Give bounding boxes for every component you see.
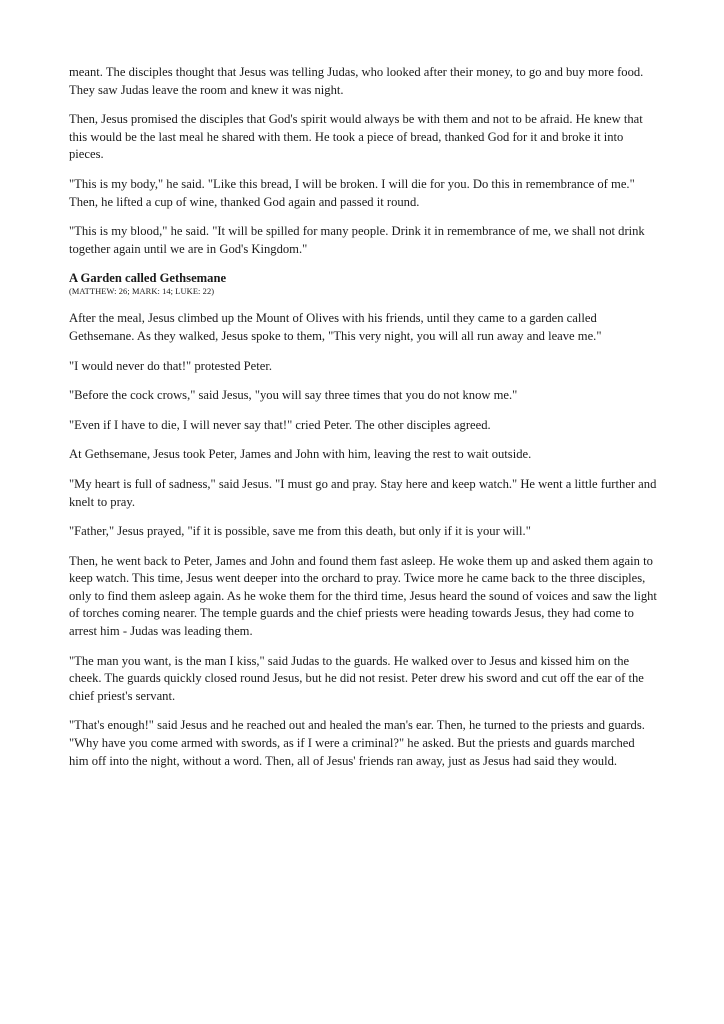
section-reference: (MATTHEW: 26; MARK: 14; LUKE: 22) [69, 287, 215, 297]
section-heading: A Garden called Gethsemane [69, 271, 227, 286]
paragraph-disciples-asleep: Then, he went back to Peter, James and John and found them fast asleep. He woke them up and asked them again to keep watch. This time, Jesus went deeper into the orchard to pray. Twice more he came back to the three disciples, only to find them asleep again. As he woke them for the third time, Jesus heard the sound of voices and saw the light of torches coming nearer. The temple guards and the chief priests were heading towards Jesus, they had come to arrest him - Judas was leading them. [69, 553, 657, 639]
paragraph-even-if-i-die: "Even if I have to die, I will never say that!" cried Peter. The other disciples agreed. [69, 417, 491, 432]
paragraph-this-is-my-blood: "This is my blood," he said. "It will be spilled for many people. Drink it in remembrance of me, we shall not drink together again until we are in God's Kingdom." [69, 224, 645, 256]
paragraph-peter-protests: "I would never do that!" protested Peter. [69, 358, 272, 373]
paragraph-this-is-my-body: "This is my body," he said. "Like this bread, I will be broken. I will die for you. Do this in remembrance of me." [69, 176, 635, 191]
paragraph-cock-crows: "Before the cock crows," said Jesus, "you will say three times that you do not know me." [69, 388, 518, 403]
paragraph-father-prayer: "Father," Jesus prayed, "if it is possible, save me from this death, but only if it is your will." [69, 524, 531, 539]
paragraph-judas-leaves: meant. The disciples thought that Jesus was telling Judas, who looked after their money, to go and buy more food. They saw Judas leave the room and knew it was night. [69, 65, 644, 97]
paragraph-heart-full-of-sadness: "My heart is full of sadness," said Jesus. "I must go and pray. Stay here and keep watch." He went a little further and knelt to pray. [69, 476, 657, 509]
paragraph-cup-of-wine: Then, he lifted a cup of wine, thanked God again and passed it round. [69, 194, 420, 209]
document-page [69, 64, 657, 782]
paragraph-judas-kiss: "The man you want, is the man I kiss," said Judas to the guards. He walked over to Jesus and kissed him on the cheek. The guards quickly closed round Jesus, but he did not resist. Peter drew his sword and cut off the ear of the chief priest's servant. [69, 653, 644, 703]
paragraph-thats-enough: "That's enough!" said Jesus and he reached out and healed the man's ear. Then, he turned to the priests and guards. "Why have you come armed with swords, as if I were a criminal?" he asked. But the priests and guards marched him off into the night, without a word. Then, all of Jesus' friends ran away, just as Jesus had said they would. [69, 718, 645, 768]
paragraph-at-gethsemane: At Gethsemane, Jesus took Peter, James and John with him, leaving the rest to wait outside. [69, 447, 532, 462]
paragraph-mount-of-olives: After the meal, Jesus climbed up the Mount of Olives with his friends, until they came to a garden called Gethsemane. As they walked, Jesus spoke to them, "This very night, you will all run away and leave me." [69, 311, 602, 343]
paragraph-gods-spirit: Then, Jesus promised the disciples that God's spirit would always be with them and not to be afraid. He knew that this would be the last meal he shared with them. He took a piece of bread, thanked God for it and broke it into pieces. [69, 112, 643, 162]
